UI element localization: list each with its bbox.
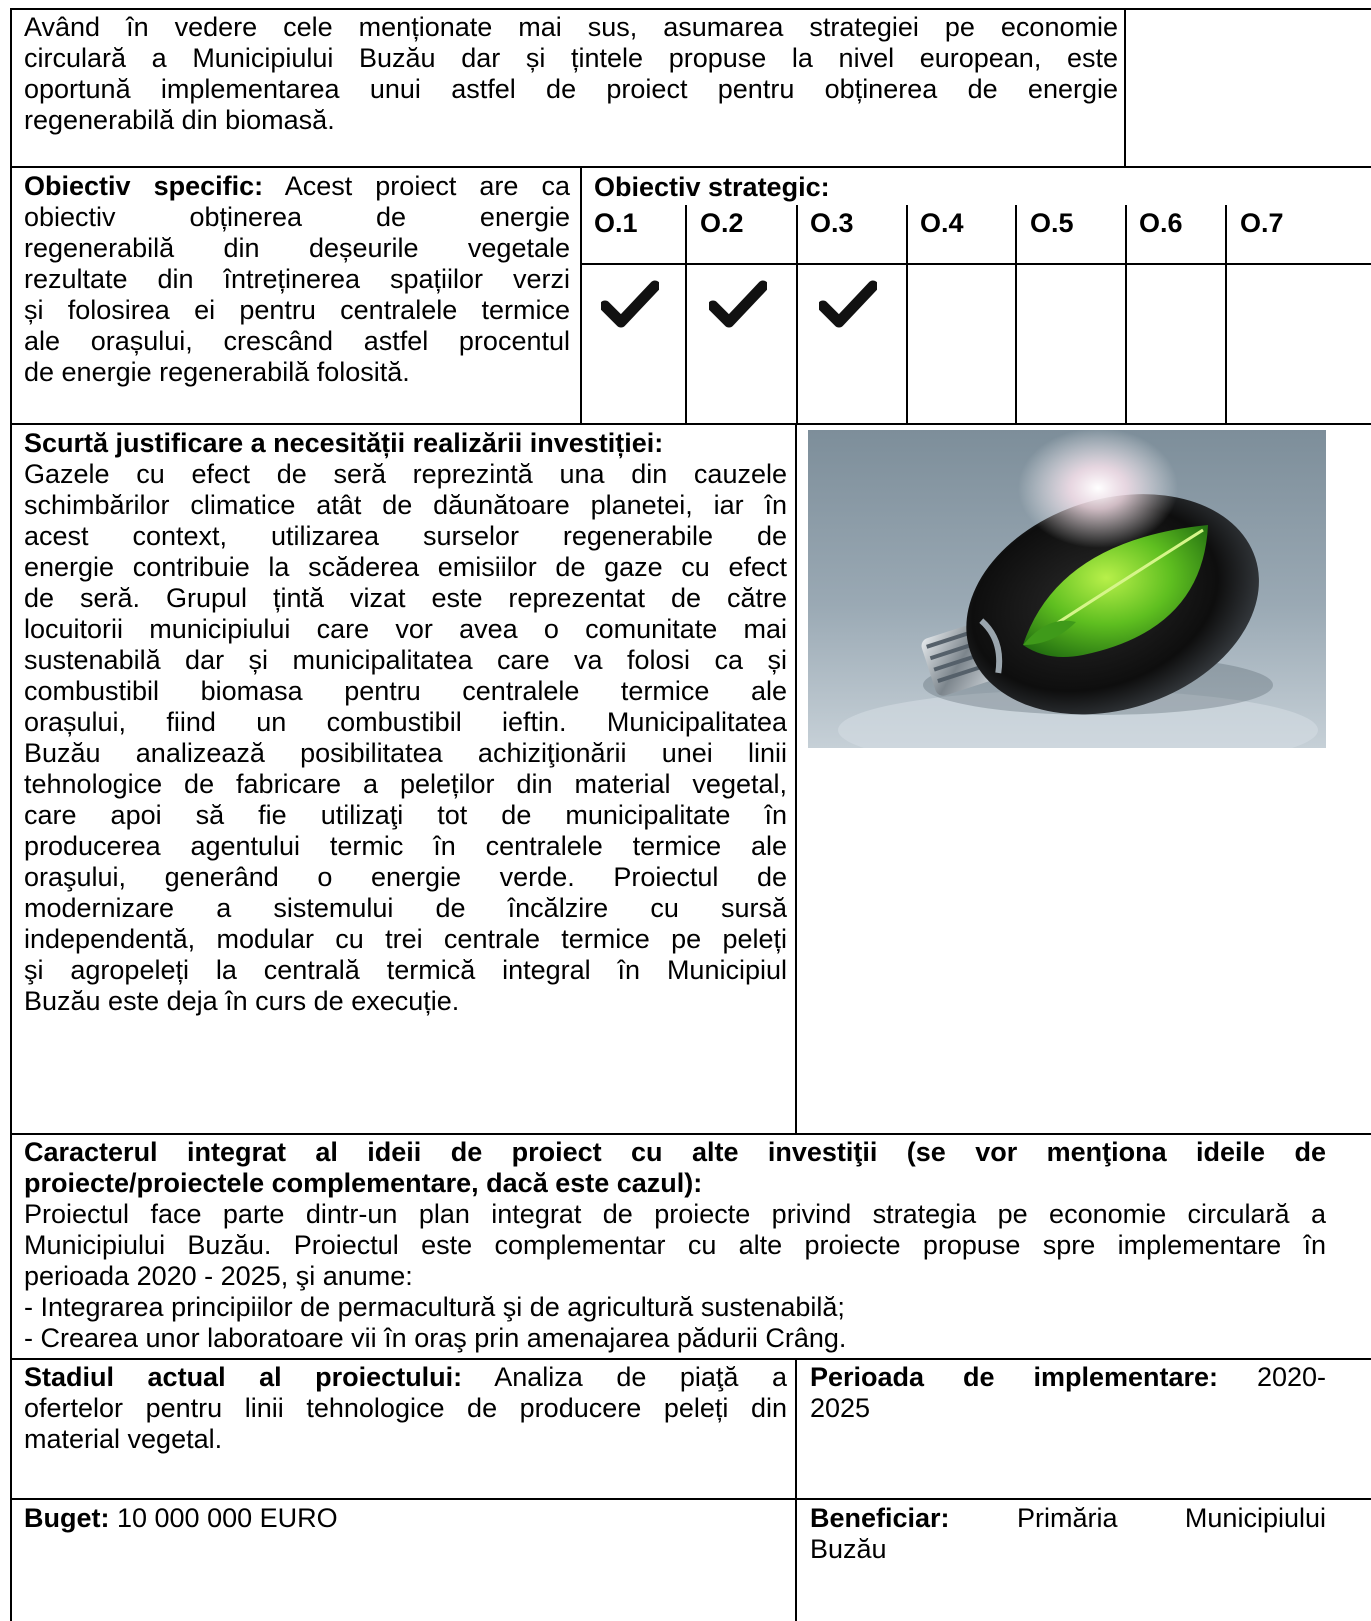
- justification-line: şi agropeleți la centrală termică integral în Municipiul: [24, 955, 787, 985]
- integrated-line: Proiectul face parte dintr-un plan integrat de proiecte privind strategia pe economie circulară a: [24, 1199, 1326, 1229]
- integrated-line: Municipiului Buzău. Proiectul este complementar cu alte proiecte propuse spre implementare în: [24, 1230, 1326, 1260]
- justification-line: producerea agentului termic în centralele termice ale: [24, 831, 787, 861]
- objective-code-o5: O.5: [1030, 208, 1074, 238]
- rule-status-divider: [795, 1358, 797, 1621]
- beneficiary: [810, 1503, 1326, 1565]
- rule-o4-o5: [1015, 205, 1017, 425]
- checkmark-icon: [601, 280, 659, 328]
- justification-line: combustibil biomasa pentru centralele termice ale: [24, 676, 787, 706]
- beneficiary-first-line: [810, 1503, 1326, 1534]
- beneficiary-line: Buzău: [810, 1534, 887, 1564]
- integrated-label-line: Caracterul integrat al ideii de proiect cu alte investiţii (se vor menţiona ideile de: [24, 1137, 1326, 1167]
- integrated-label-line: proiecte/proiectele complementare, dacă este cazul):: [24, 1168, 703, 1198]
- justification-text: [24, 459, 787, 1017]
- project-status-line: material vegetal.: [24, 1424, 223, 1454]
- integrated-line: perioada 2020 - 2025, şi anume:: [24, 1261, 413, 1291]
- implementation-period-label: Perioada de implementare:: [810, 1362, 1218, 1392]
- project-status-label: Stadiul actual al proiectului:: [24, 1362, 463, 1392]
- justification-line: schimbărilor climatice atât de dăunătoare planetei, iar în: [24, 490, 787, 520]
- rule-status-bottom: [10, 1498, 1371, 1500]
- rule-justification-divider: [795, 423, 797, 1135]
- rule-o3-o4: [906, 205, 908, 425]
- specific-objective-line: și folosirea ei pentru centralele termice: [24, 295, 570, 325]
- rule-left: [10, 8, 12, 1621]
- specific-objective-line: rezultate din întreținerea spațiilor verzi: [24, 264, 570, 294]
- justification-line: energie contribuie la scăderea emisiilor de gaze cu efect: [24, 552, 787, 582]
- implementation-period-line: 2025: [810, 1393, 871, 1423]
- intro-line: regenerabilă din biomasă.: [24, 105, 335, 135]
- justification-line: de seră. Grupul țintă vizat este reprezentat de către: [24, 583, 787, 613]
- justification-line: acest context, utilizarea surselor regenerabile de: [24, 521, 787, 551]
- objective-code-o1: O.1: [594, 208, 638, 238]
- checkmark-icon: [709, 280, 767, 328]
- checkmark-icon: [819, 280, 877, 328]
- rule-objectives-bottom: [10, 423, 1371, 425]
- intro-line: circulară a Municipiului Buzău dar și țintele propuse la nivel european, este: [24, 43, 1118, 73]
- rule-specific-divider: [580, 166, 582, 425]
- specific-objective-line: ale orașului, crescând astfel procentul: [24, 326, 570, 356]
- project-status-text: Analiza de piaţă a: [462, 1362, 787, 1392]
- intro-paragraph: [24, 12, 1118, 136]
- specific-objective-text: Acest proiect are ca: [263, 171, 570, 201]
- justification: [24, 428, 787, 1017]
- specific-objective-line: regenerabilă din deșeurile vegetale: [24, 233, 570, 263]
- rule-integrated-bottom: [10, 1358, 1371, 1360]
- intro-line: oportună implementarea unui astfel de proiect pentru obținerea de energie: [24, 74, 1118, 104]
- objective-code-o3: O.3: [810, 208, 854, 238]
- objective-code-o4: O.4: [920, 208, 964, 238]
- beneficiary-label: Beneficiar:: [810, 1503, 950, 1533]
- implementation-period-value: 2020-: [1218, 1362, 1326, 1392]
- budget-value: 10 000 000 EURO: [109, 1503, 338, 1533]
- rule-o6-o7: [1225, 205, 1227, 425]
- integrated-character: [24, 1137, 1326, 1354]
- project-status: [24, 1362, 787, 1455]
- objective-code-o6: O.6: [1139, 208, 1183, 238]
- rule-top: [10, 8, 1371, 10]
- intro-line: Având în vedere cele menționate mai sus, asumarea strategiei pe economie: [24, 12, 1118, 42]
- integrated-line: - Integrarea principiilor de permacultură şi de agricultură sustenabilă;: [24, 1292, 845, 1322]
- strategic-objective-label: Obiectiv strategic:: [594, 172, 830, 202]
- light-bulb-leaf-image: [808, 430, 1326, 748]
- project-status-line: ofertelor pentru linii tehnologice de producere peleți din: [24, 1393, 787, 1423]
- rule-justification-bottom: [10, 1133, 1371, 1135]
- objective-code-o7: O.7: [1240, 208, 1284, 238]
- justification-line: independentă, modular cu trei centrale termice pe peleți: [24, 924, 787, 954]
- rule-intro-divider: [1124, 8, 1126, 167]
- beneficiary-value: Primăria Municipiului: [949, 1503, 1326, 1533]
- specific-objective-first-line: [24, 171, 570, 202]
- justification-line: tehnologice de fabricare a peleților din material vegetal,: [24, 769, 787, 799]
- justification-line: Buzău este deja în curs de execuție.: [24, 986, 460, 1016]
- specific-objective-line: obiectiv obținerea de energie: [24, 202, 570, 232]
- specific-objective: [24, 171, 570, 388]
- rule-o2-o3: [796, 205, 798, 425]
- justification-line: sustenabilă dar și municipalitatea care va folosi ca și: [24, 645, 787, 675]
- project-status-first-line: [24, 1362, 787, 1393]
- justification-label: Scurtă justificare a necesității realizării investiției:: [24, 428, 664, 458]
- specific-objective-line: de energie regenerabilă folosită.: [24, 357, 410, 387]
- light-bulb-leaf-illustration: [808, 430, 1326, 748]
- integrated-line: - Crearea unor laboratoare vii în oraş prin amenajarea pădurii Crâng.: [24, 1323, 847, 1353]
- budget-line: [24, 1503, 787, 1534]
- justification-line: Gazele cu efect de seră reprezintă una din cauzele: [24, 459, 787, 489]
- justification-line: care apoi să fie utilizaţi tot de municipalitate în: [24, 800, 787, 830]
- justification-line: orașului, fiind un combustibil ieftin. Municipalitatea: [24, 707, 787, 737]
- rule-intro-bottom: [10, 166, 1371, 168]
- objective-code-o2: O.2: [700, 208, 744, 238]
- implementation-period: [810, 1362, 1326, 1424]
- specific-objective-label: Obiectiv specific:: [24, 171, 264, 201]
- justification-line: locuitorii municipiului care vor avea o comunitate mai: [24, 614, 787, 644]
- rule-o5-o6: [1125, 205, 1127, 425]
- justification-line: Buzău analizează posibilitatea achiziţionării unei linii: [24, 738, 787, 768]
- budget: [24, 1503, 787, 1534]
- rule-o1-o2: [685, 205, 687, 425]
- justification-line: oraşului, generând o energie verde. Proiectul de: [24, 862, 787, 892]
- rule-objective-header: [580, 263, 1371, 265]
- budget-label: Buget:: [24, 1503, 110, 1533]
- justification-line: modernizare a sistemului de încălzire cu sursă: [24, 893, 787, 923]
- implementation-period-first-line: [810, 1362, 1326, 1393]
